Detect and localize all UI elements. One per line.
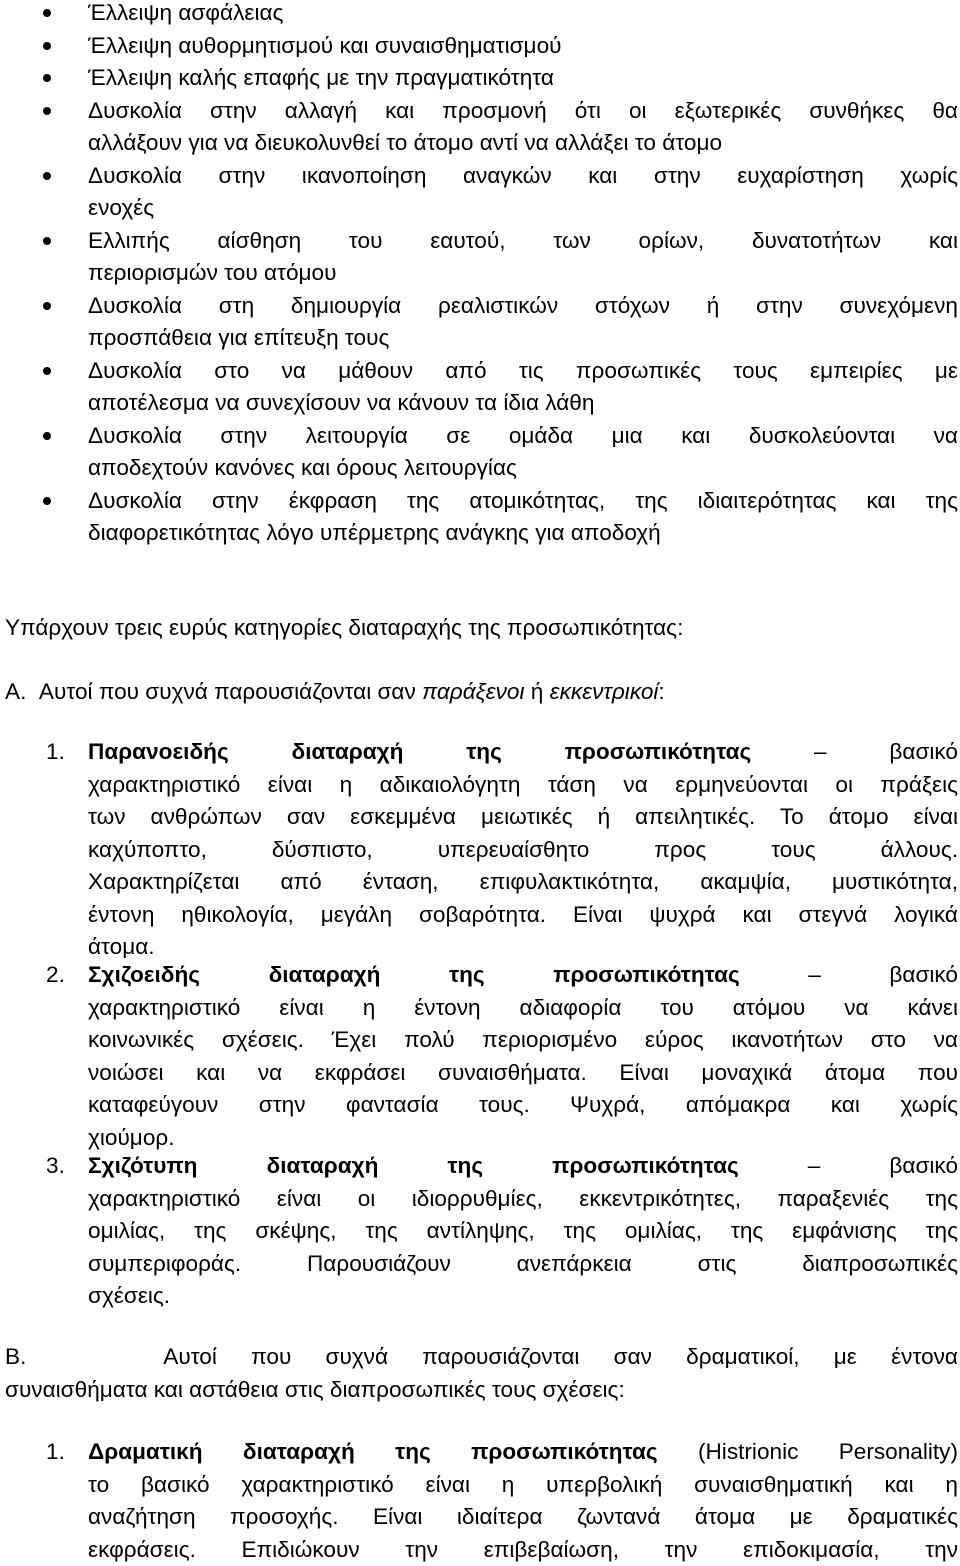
item-line (88, 736, 958, 769)
item-line: των ανθρώπων σαν εσκεμμένα μειωτικές ή απειλητικές. Το άτομο είναι (88, 801, 958, 834)
list-item-line: Ελλιπής αίσθηση του εαυτού, των ορίων, δυνατοτήτων και (88, 225, 958, 258)
item-line (88, 959, 958, 992)
item-number: 1. (46, 736, 65, 769)
item-number: 1. (46, 1436, 65, 1469)
item-line: χαρακτηριστικό είναι η έντονη αδιαφορία του ατόμου να κάνει (88, 992, 958, 1025)
list-item (88, 160, 958, 225)
item-line: συμπεριφοράς. Παρουσιάζουν ανεπάρκεια στις διαπροσωπικές (88, 1248, 958, 1281)
list-item (88, 30, 958, 63)
list-item-line: αποτέλεσμα να συνεχίσουν να κάνουν τα ίδια λάθη (88, 387, 958, 420)
list-item-line: Δυσκολία στην έκφραση της ατομικότητας, της ιδιαιτερότητας και της (88, 485, 958, 518)
item-line-text: – βασικό (814, 739, 958, 764)
item-line: αναζήτηση προσοχής. Είναι ιδιαίτερα ζωντανά άτομα με δραματικές (88, 1501, 958, 1534)
item-line: το βασικό χαρακτηριστικό είναι η υπερβολική συναισθηματική και η (88, 1469, 958, 1502)
item-title: Δραματική διαταραχή της προσωπικότητας (88, 1439, 658, 1464)
list-item-line: αποδεχτούν κανόνες και όρους λειτουργίας (88, 452, 958, 485)
list-item (88, 62, 958, 95)
list-item (88, 0, 958, 30)
list-item-line: Έλλειψη αυθορμητισμού και συναισθηματισμού (88, 30, 958, 63)
item-line: καταφεύγουν στην φαντασία τους. Ψυχρά, απόμακρα και χωρίς (88, 1089, 958, 1122)
item-line: εκφράσεις. Επιδιώκουν την επιβεβαίωση, την επιδοκιμασία, την (88, 1534, 958, 1566)
section-a-end: : (658, 679, 664, 704)
list-item (88, 485, 958, 550)
item-line (88, 1150, 958, 1183)
section-a-em1: παράξενοι (422, 679, 524, 704)
item-title: Σχιζότυπη διαταραχή της προσωπικότητας (88, 1153, 739, 1178)
item-line-text: – βασικό (808, 962, 958, 987)
item-number: 3. (46, 1150, 65, 1183)
item-number: 2. (46, 959, 65, 992)
item-line: καχύποπτο, δύσπιστο, υπερευαίσθητο προς τους άλλους. (88, 834, 958, 867)
section-a-text: Αυτοί που συχνά παρουσιάζονται σαν (39, 679, 416, 704)
list-item-line: διαφορετικότητας λόγο υπέρμετρης ανάγκης για αποδοχή (88, 517, 958, 550)
item-line: σχέσεις. (88, 1280, 958, 1313)
item-line-text: – βασικό (808, 1153, 958, 1178)
numbered-item-a1 (88, 736, 958, 964)
intro-paragraph: Υπάρχουν τρεις ευρύς κατηγορίες διαταραχής της προσωπικότητας: (5, 612, 955, 645)
list-item-line: προσπάθεια για επίτευξη τους (88, 322, 958, 355)
item-line: Χαρακτηρίζεται από ένταση, επιφυλακτικότητα, ακαμψία, μυστικότητα, (88, 866, 958, 899)
item-line: χαρακτηριστικό είναι η αδικαιολόγητη τάση να ερμηνεύονται οι πράξεις (88, 769, 958, 802)
list-item (88, 290, 958, 355)
list-item (88, 355, 958, 420)
list-item (88, 225, 958, 290)
section-b-line: συναισθήματα και αστάθεια στις διαπροσωπικές τους σχέσεις: (5, 1374, 958, 1407)
numbered-item-a2 (88, 959, 958, 1154)
section-a-mid: ή (531, 679, 544, 704)
item-title: Σχιζοειδής διαταραχή της προσωπικότητας (88, 962, 740, 987)
list-item-line: ενοχές (88, 192, 958, 225)
list-item-line: περιορισμών του ατόμου (88, 257, 958, 290)
item-line: έντονη ηθικολογία, μεγάλη σοβαρότητα. Είναι ψυχρά και στεγνά λογικά (88, 899, 958, 932)
section-b-label: Β. (5, 1344, 26, 1369)
item-line: άτομα. (88, 931, 958, 964)
list-item-line: Δυσκολία στην αλλαγή και προσμονή ότι οι εξωτερικές συνθήκες θα (88, 95, 958, 128)
list-item (88, 95, 958, 160)
list-item-line: Έλλειψη καλής επαφής με την πραγματικότητα (88, 62, 958, 95)
item-line: νοιώσει και να εκφράσει συναισθήματα. Είναι μοναχικά άτομα που (88, 1057, 958, 1090)
item-line-text: (Histrionic Personality) (698, 1439, 958, 1464)
list-item-line: Έλλειψη ασφάλειας (88, 0, 958, 30)
list-item-line: Δυσκολία στο να μάθουν από τις προσωπικές τους εμπειρίες με (88, 355, 958, 388)
item-line: χαρακτηριστικό είναι οι ιδιορρυθμίες, εκκεντρικότητες, παραξενιές της (88, 1183, 958, 1216)
section-a-heading (5, 676, 955, 709)
numbered-item-a3 (88, 1150, 958, 1313)
list-item-line: Δυσκολία στην λειτουργία σε ομάδα μια και δυσκολεύονται να (88, 420, 958, 453)
item-line: χιούμορ. (88, 1122, 958, 1155)
section-b-text: Αυτοί που συχνά παρουσιάζονται σαν δραματικοί, με έντονα (163, 1344, 958, 1369)
section-b-line (5, 1341, 958, 1374)
list-item-line: αλλάξουν για να διευκολυνθεί το άτομο αντί να αλλάξει το άτομο (88, 127, 958, 160)
bullet-list (88, 0, 958, 550)
section-a-label: Α. (5, 679, 26, 704)
item-line: κοινωνικές σχέσεις. Έχει πολύ περιορισμένο εύρος ικανοτήτων στο να (88, 1024, 958, 1057)
list-item (88, 420, 958, 485)
item-title: Παρανοειδής διαταραχή της προσωπικότητας (88, 739, 751, 764)
item-line: ομιλίας, της σκέψης, της αντίληψης, της ομιλίας, της εμφάνισης της (88, 1215, 958, 1248)
item-line (88, 1436, 958, 1469)
list-item-line: Δυσκολία στην ικανοποίηση αναγκών και στην ευχαρίστηση χωρίς (88, 160, 958, 193)
section-b-paragraph (5, 1341, 958, 1406)
numbered-item-b1 (88, 1436, 958, 1566)
section-a-em2: εκκεντρικοί (550, 679, 659, 704)
list-item-line: Δυσκολία στη δημιουργία ρεαλιστικών στόχων ή στην συνεχόμενη (88, 290, 958, 323)
